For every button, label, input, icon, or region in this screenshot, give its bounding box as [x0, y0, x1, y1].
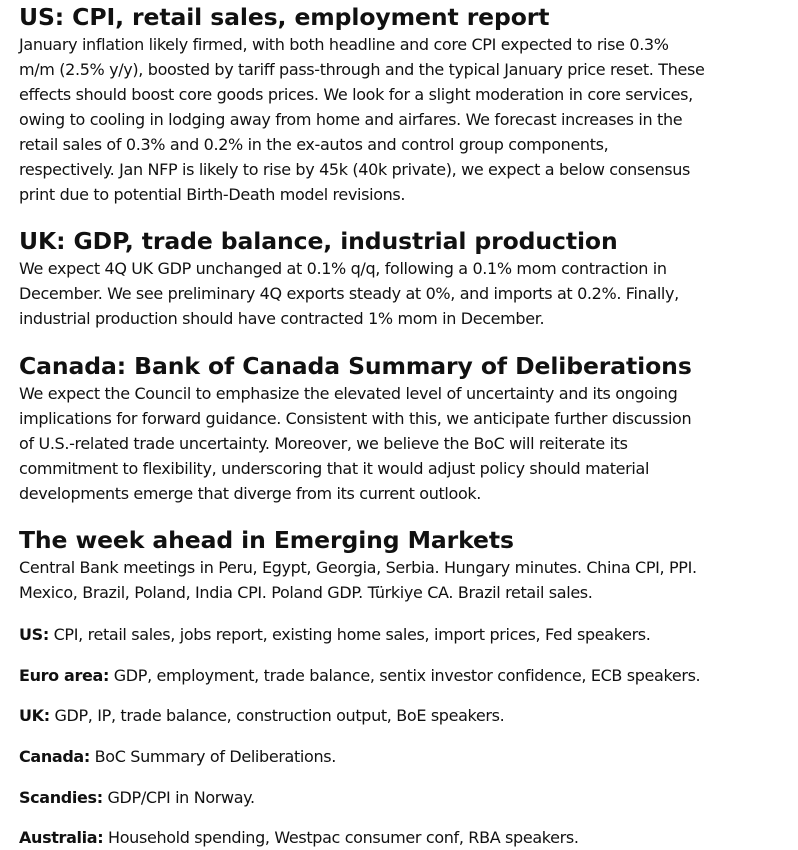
- body-line: January inflation likely firmed, with both headline and core CPI expected to rise 0.3%: [19, 35, 669, 54]
- region-label: Australia:: [19, 828, 104, 847]
- region-australia: [19, 825, 579, 850]
- region-text: GDP, employment, trade balance, sentix investor confidence, ECB speakers.: [109, 666, 701, 685]
- body-line: Mexico, Brazil, Poland, India CPI. Poland GDP. Türkiye CA. Brazil retail sales.: [19, 583, 593, 602]
- body-line: commitment to flexibility, underscoring that it would adjust policy should material: [19, 459, 650, 478]
- section-uk: [19, 226, 679, 331]
- body-line: of U.S.-related trade uncertainty. Moreover, we believe the BoC will reiterate its: [19, 434, 628, 453]
- region-uk: [19, 703, 504, 728]
- region-canada: [19, 744, 336, 769]
- section-body: [19, 256, 679, 331]
- body-line: m/m (2.5% y/y), boosted by tariff pass-through and the typical January price reset. These: [19, 60, 705, 79]
- region-label: Euro area:: [19, 666, 110, 685]
- region-us: [19, 622, 651, 647]
- body-line: developments emerge that diverge from its current outlook.: [19, 484, 482, 503]
- body-line: We expect 4Q UK GDP unchanged at 0.1% q/q, following a 0.1% mom contraction in: [19, 259, 667, 278]
- section-body: [19, 381, 692, 506]
- body-line: retail sales of 0.3% and 0.2% in the ex-autos and control group components,: [19, 135, 609, 154]
- region-text: CPI, retail sales, jobs report, existing home sales, import prices, Fed speakers.: [48, 625, 651, 644]
- region-scandies: [19, 785, 255, 810]
- body-line: print due to potential Birth-Death model revisions.: [19, 185, 406, 204]
- region-label: UK:: [19, 706, 50, 725]
- body-line: We expect the Council to emphasize the elevated level of uncertainty and its ongoing: [19, 384, 678, 403]
- body-line: effects should boost core goods prices. We look for a slight moderation in core services,: [19, 85, 693, 104]
- section-emerging-markets: [19, 525, 697, 605]
- body-line: industrial production should have contracted 1% mom in December.: [19, 309, 545, 328]
- region-label: Canada:: [19, 747, 90, 766]
- section-title: US: CPI, retail sales, employment report: [19, 3, 550, 31]
- region-text: BoC Summary of Deliberations.: [89, 747, 336, 766]
- region-text: GDP, IP, trade balance, construction output, BoE speakers.: [49, 706, 505, 725]
- section-title: UK: GDP, trade balance, industrial production: [19, 227, 618, 255]
- section-title: The week ahead in Emerging Markets: [19, 526, 514, 554]
- region-text: GDP/CPI in Norway.: [102, 788, 255, 807]
- section-canada: [19, 351, 692, 506]
- body-line: implications for forward guidance. Consistent with this, we anticipate further discussion: [19, 409, 692, 428]
- body-line: respectively. Jan NFP is likely to rise by 45k (40k private), we expect a below consensus: [19, 160, 690, 179]
- body-line: December. We see preliminary 4Q exports steady at 0%, and imports at 0.2%. Finally,: [19, 284, 679, 303]
- section-body: [19, 555, 697, 605]
- section-us: [19, 2, 704, 207]
- region-label: US:: [19, 625, 49, 644]
- section-body: [19, 32, 704, 207]
- region-label: Scandies:: [19, 788, 103, 807]
- region-euro-area: [19, 663, 700, 688]
- region-text: Household spending, Westpac consumer conf, RBA speakers.: [103, 828, 579, 847]
- body-line: Central Bank meetings in Peru, Egypt, Georgia, Serbia. Hungary minutes. China CPI, PPI.: [19, 558, 697, 577]
- section-title: Canada: Bank of Canada Summary of Deliberations: [19, 352, 692, 380]
- body-line: owing to cooling in lodging away from home and airfares. We forecast increases in the: [19, 110, 683, 129]
